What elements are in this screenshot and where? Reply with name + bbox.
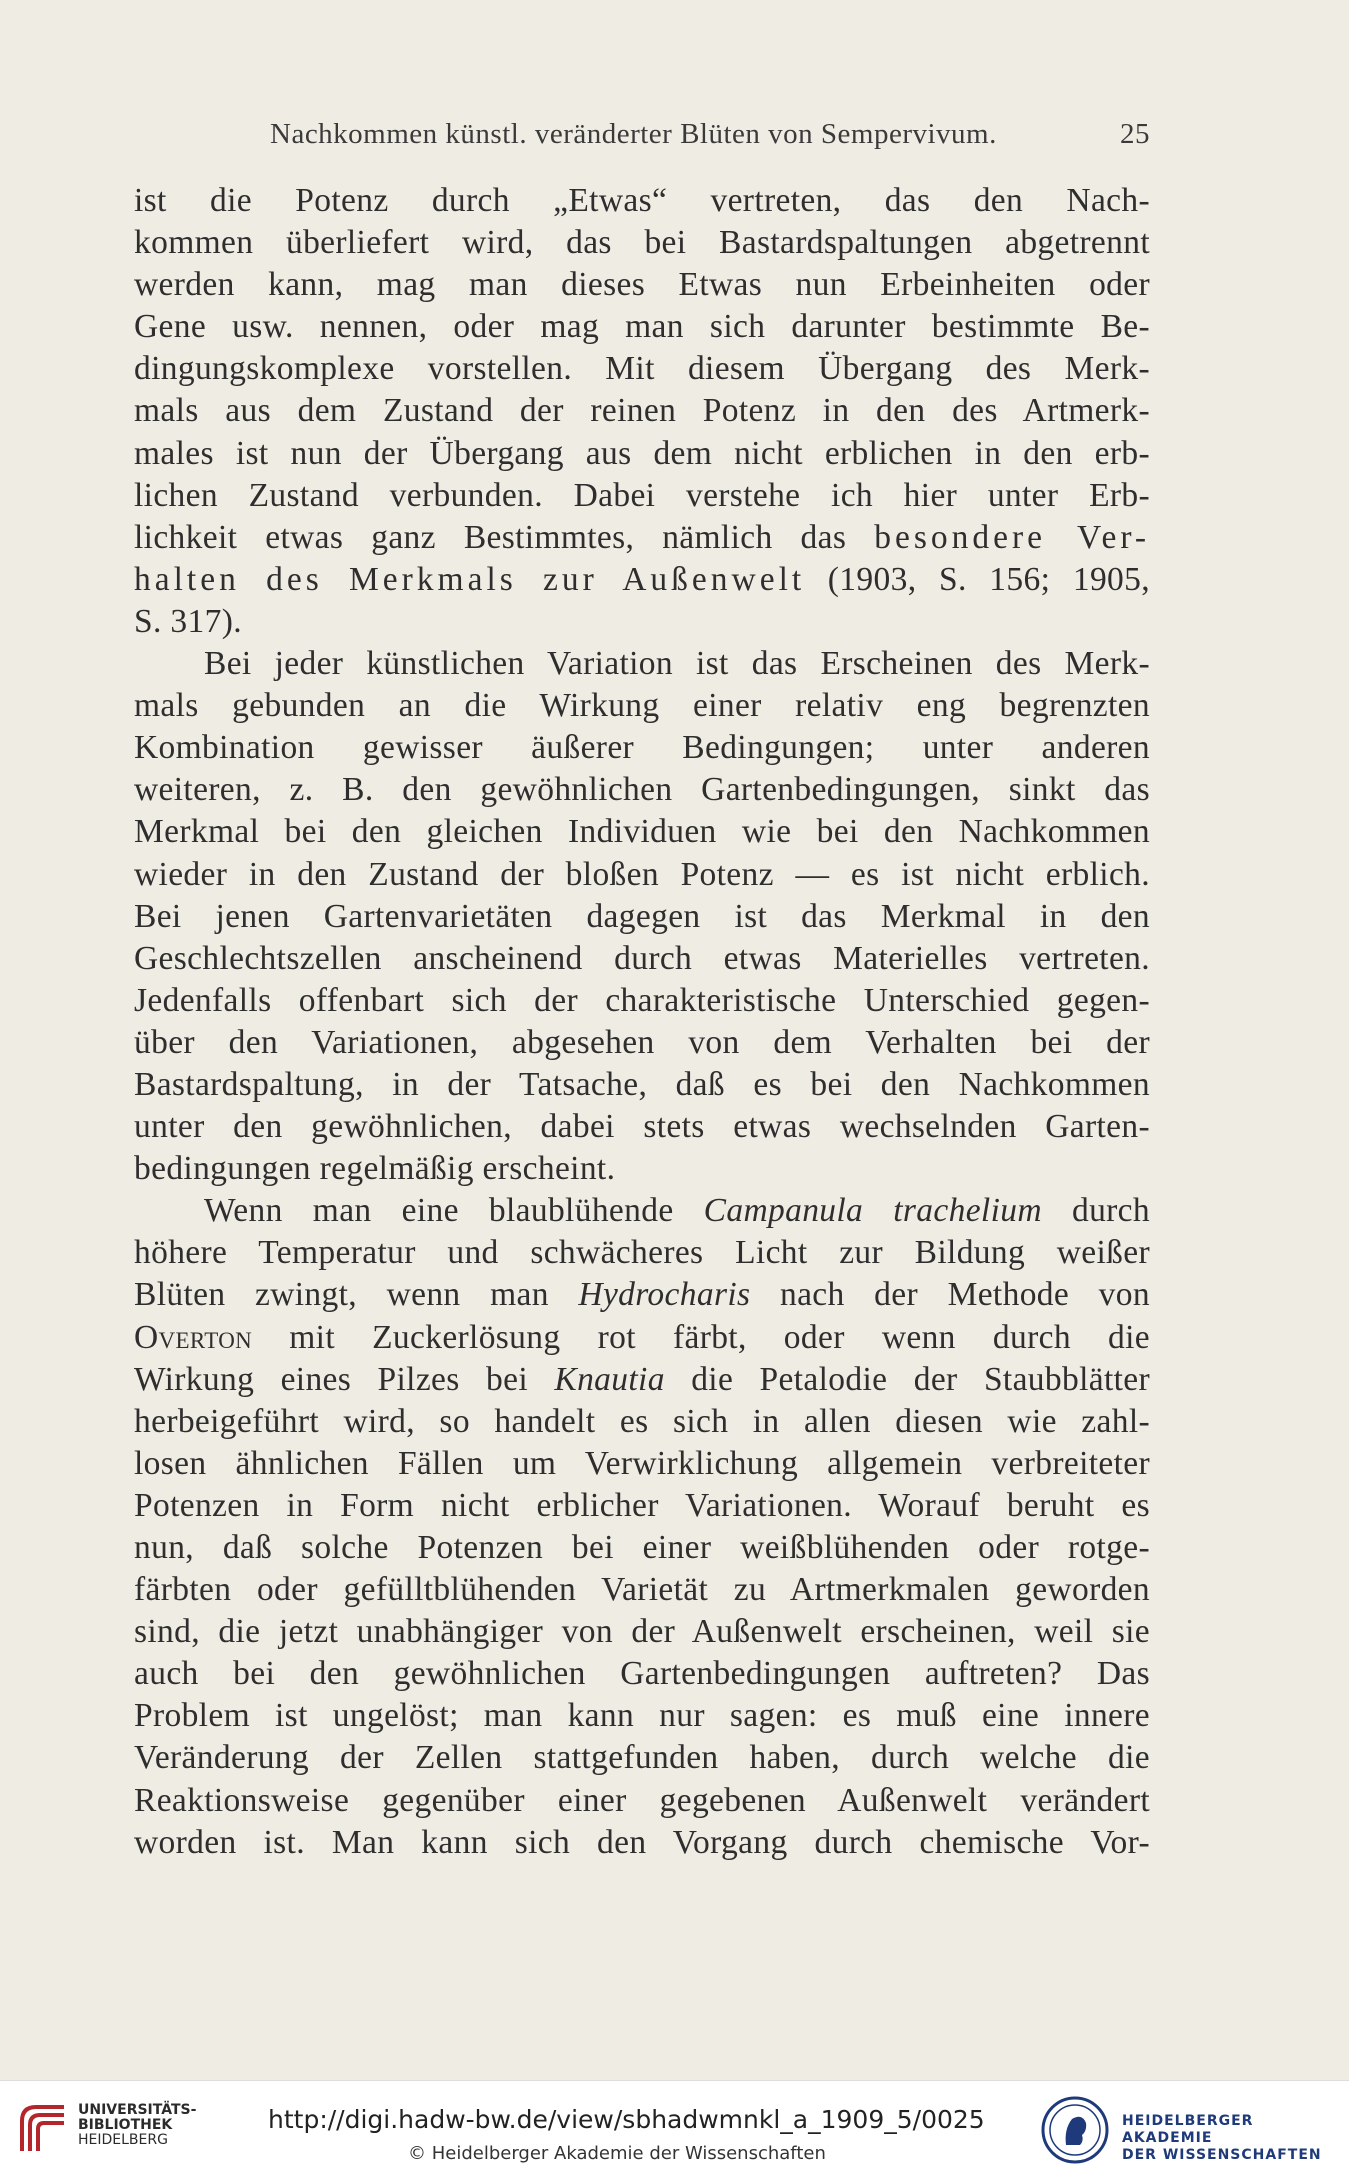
text-line: werden kann, mag man dieses Etwas nun Erbeinheiten oder: [134, 266, 1150, 304]
text-line: Kombination gewisser äußerer Bedingungen; unter anderen: [134, 729, 1150, 767]
text-line: [134, 559, 1150, 601]
university-library-logo-icon: [14, 2099, 72, 2157]
text-line: mals aus dem Zustand der reinen Potenz in den des Artmerk-: [134, 392, 1150, 430]
text-line: über den Variationen, abgesehen von dem Verhalten bei der: [134, 1023, 1150, 1061]
text-line: Problem ist ungelöst; man kann nur sagen: es muß eine innere: [134, 1697, 1150, 1735]
text-segment: lichkeit etwas ganz Bestimmtes, nämlich das: [134, 518, 847, 556]
text-line: auch bei den gewöhnlichen Gartenbedingungen auftreten? Das: [134, 1655, 1150, 1693]
viewer-footer: [0, 2080, 1349, 2176]
permalink-url[interactable]: http://digi.hadw-bw.de/view/sbhadwmnkl_a_1909_5/0025: [268, 2105, 985, 2134]
text-segment: durch: [1071, 1192, 1150, 1230]
text-line: [134, 1359, 1150, 1401]
text-line: S. 317).: [134, 602, 242, 640]
text-line: Gene usw. nennen, oder mag man sich darunter bestimmte Be-: [134, 308, 1150, 346]
library-name-line: BIBLIOTHEK: [78, 2117, 173, 2133]
academy-name: [1122, 2113, 1349, 2164]
text-line: unter den gewöhnlichen, dabei stets etwas wechselnden Garten-: [134, 1108, 1150, 1146]
copyright-notice: © Heidelberger Akademie der Wissenschaften: [408, 2143, 826, 2164]
text-line: höhere Temperatur und schwächeres Licht zur Bildung weißer: [134, 1234, 1150, 1272]
text-line: bedingungen regelmäßig erscheint.: [134, 1150, 616, 1188]
text-segment: Wenn man eine blaublühende: [204, 1192, 674, 1230]
text-segment: nach der Methode von: [779, 1276, 1150, 1314]
body-text: [134, 180, 1150, 1864]
text-line: Merkmal bei den gleichen Individuen wie bei den Nachkommen: [134, 813, 1150, 851]
species-name: Campanula trachelium: [703, 1192, 1042, 1230]
text-segment: mit Zuckerlösung rot färbt, oder wenn durch die: [289, 1318, 1151, 1356]
text-line: wieder in den Zustand der bloßen Potenz — es ist nicht erblich.: [134, 855, 1150, 893]
library-name-line: UNIVERSITÄTS-: [78, 2102, 197, 2118]
text-segment: (1903, S. 156; 1905,: [827, 560, 1150, 598]
text-line: [134, 1190, 1150, 1232]
text-line: sind, die jetzt unabhängiger von der Außenwelt erscheinen, weil sie: [134, 1613, 1150, 1651]
library-name-line: HEIDELBERG: [78, 2132, 168, 2148]
academy-name-line: DER WISSENSCHAFTEN: [1122, 2147, 1322, 2163]
text-line: Veränderung der Zellen stattgefunden haben, durch welche die: [134, 1739, 1150, 1777]
text-line: dingungskomplexe vorstellen. Mit diesem Übergang des Merk-: [134, 350, 1150, 388]
text-line: males ist nun der Übergang aus dem nicht erblichen in den erb-: [134, 434, 1150, 472]
species-name: Hydrocharis: [578, 1276, 751, 1314]
running-header: [270, 118, 1150, 151]
author-name: Overton: [134, 1318, 253, 1356]
text-line: weiteren, z. B. den gewöhnlichen Gartenbedingungen, sinkt das: [134, 771, 1150, 809]
text-line: Bastardspaltung, in der Tatsache, daß es bei den Nachkommen: [134, 1065, 1150, 1103]
spaced-emphasis: besondere Ver-: [874, 518, 1150, 556]
text-line: Reaktionsweise gegenüber einer gegebenen Außenwelt verändert: [134, 1781, 1150, 1819]
text-line: Potenzen in Form nicht erblicher Variationen. Worauf beruht es: [134, 1486, 1150, 1524]
text-line: ist die Potenz durch „Etwas“ vertreten, das den Nach-: [134, 182, 1150, 219]
text-line: losen ähnlichen Fällen um Verwirklichung allgemein verbreiteter: [134, 1444, 1150, 1482]
text-line: Bei jenen Gartenvarietäten dagegen ist das Merkmal in den: [134, 897, 1150, 935]
text-line: Geschlechtszellen anscheinend durch etwas Materielles vertreten.: [134, 939, 1150, 977]
text-line: Bei jeder künstlichen Variation ist das Erscheinen des Merk-: [204, 645, 1150, 683]
text-line: Jedenfalls offenbart sich der charakteristische Unterschied gegen-: [134, 981, 1150, 1019]
academy-name-line: HEIDELBERGER AKADEMIE: [1122, 2113, 1254, 2146]
text-line: herbeigeführt wird, so handelt es sich in allen diesen wie zahl-: [134, 1402, 1150, 1440]
species-name: Knautia: [554, 1360, 665, 1398]
text-segment: die Petalodie der Staubblätter: [691, 1360, 1151, 1398]
text-line: [134, 517, 1150, 559]
text-segment: Blüten zwingt, wenn man: [134, 1276, 549, 1314]
text-segment: Wirkung eines Pilzes bei: [134, 1360, 528, 1398]
page-number: 25: [1120, 118, 1150, 150]
spaced-emphasis: halten des Merkmals zur Außenwelt: [134, 560, 806, 598]
text-line: kommen überliefert wird, das bei Bastardspaltungen abgetrennt: [134, 224, 1150, 262]
text-line: lichen Zustand verbunden. Dabei verstehe ich hier unter Erb-: [134, 476, 1150, 514]
university-library-name: [78, 2103, 196, 2148]
text-line: [134, 1317, 1150, 1359]
text-line: mals gebunden an die Wirkung einer relativ eng begrenzten: [134, 687, 1150, 725]
text-line: färbten oder gefülltblühenden Varietät zu Artmerkmalen geworden: [134, 1571, 1150, 1609]
running-title: Nachkommen künstl. veränderter Blüten von Sempervivum.: [270, 118, 997, 150]
text-line: nun, daß solche Potenzen bei einer weißblühenden oder rotge-: [134, 1529, 1150, 1566]
text-line: [134, 1274, 1150, 1316]
text-line: worden ist. Man kann sich den Vorgang durch chemische Vor-: [134, 1823, 1150, 1861]
academy-seal-icon: [1040, 2095, 1110, 2165]
